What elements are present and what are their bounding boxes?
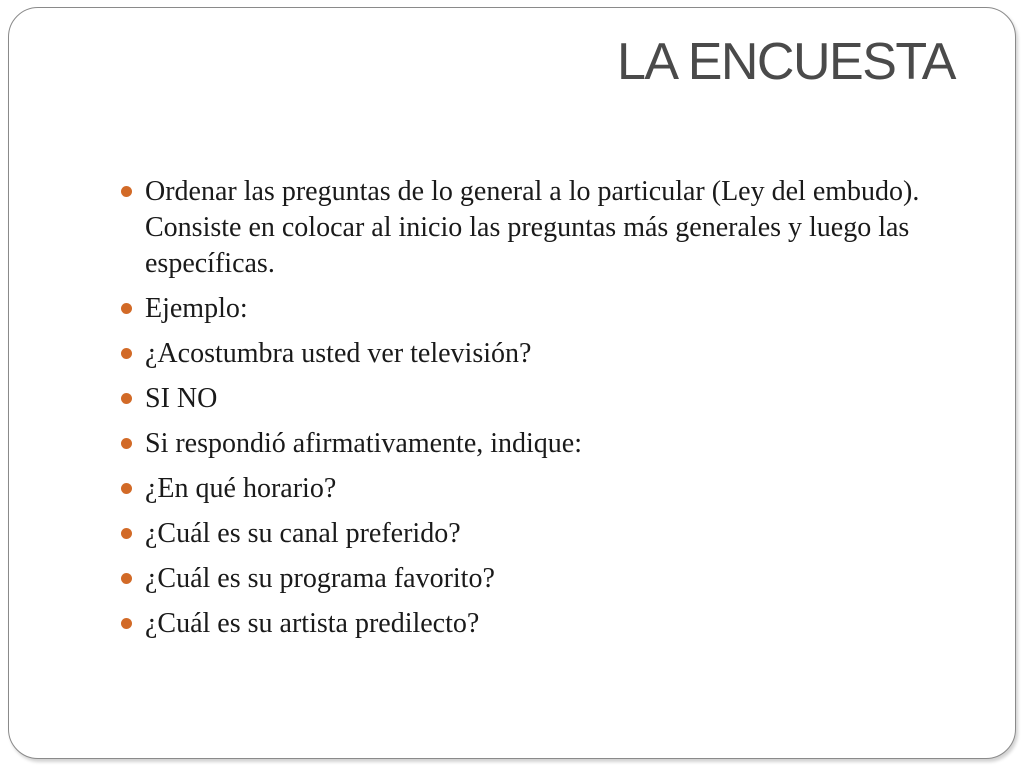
bullet-icon (121, 186, 132, 197)
slide-title: LA ENCUESTA (617, 33, 955, 91)
bullet-icon (121, 393, 132, 404)
slide (8, 7, 1016, 759)
bullet-icon (121, 303, 132, 314)
bullet-text: ¿En qué horario? (145, 473, 337, 504)
bullet-text: Ordenar las preguntas de lo general a lo particular (Ley del embudo). Consiste en colocar al inicio las preguntas más generales y luego las específicas. (145, 176, 920, 279)
bullet-text: Ejemplo: (145, 293, 248, 324)
bullet-icon (121, 438, 132, 449)
bullet-icon (121, 618, 132, 629)
bullet-text: ¿Cuál es su programa favorito? (145, 563, 495, 594)
bullet-item (117, 174, 977, 282)
bullet-item (117, 426, 977, 462)
bullet-item (117, 516, 977, 552)
bullet-text: SI NO (145, 383, 218, 414)
bullet-icon (121, 573, 132, 584)
bullet-text: ¿Cuál es su canal preferido? (145, 518, 461, 549)
bullet-icon (121, 483, 132, 494)
bullet-item (117, 381, 977, 417)
bullet-text: ¿Cuál es su artista predilecto? (145, 608, 480, 639)
bullet-item (117, 561, 977, 597)
bullet-list (117, 174, 977, 651)
bullet-item (117, 336, 977, 372)
bullet-item (117, 606, 977, 642)
bullet-icon (121, 528, 132, 539)
bullet-item (117, 471, 977, 507)
bullet-icon (121, 348, 132, 359)
bullet-text: Si respondió afirmativamente, indique: (145, 428, 583, 459)
bullet-item (117, 291, 977, 327)
bullet-text: ¿Acostumbra usted ver televisión? (145, 338, 532, 369)
